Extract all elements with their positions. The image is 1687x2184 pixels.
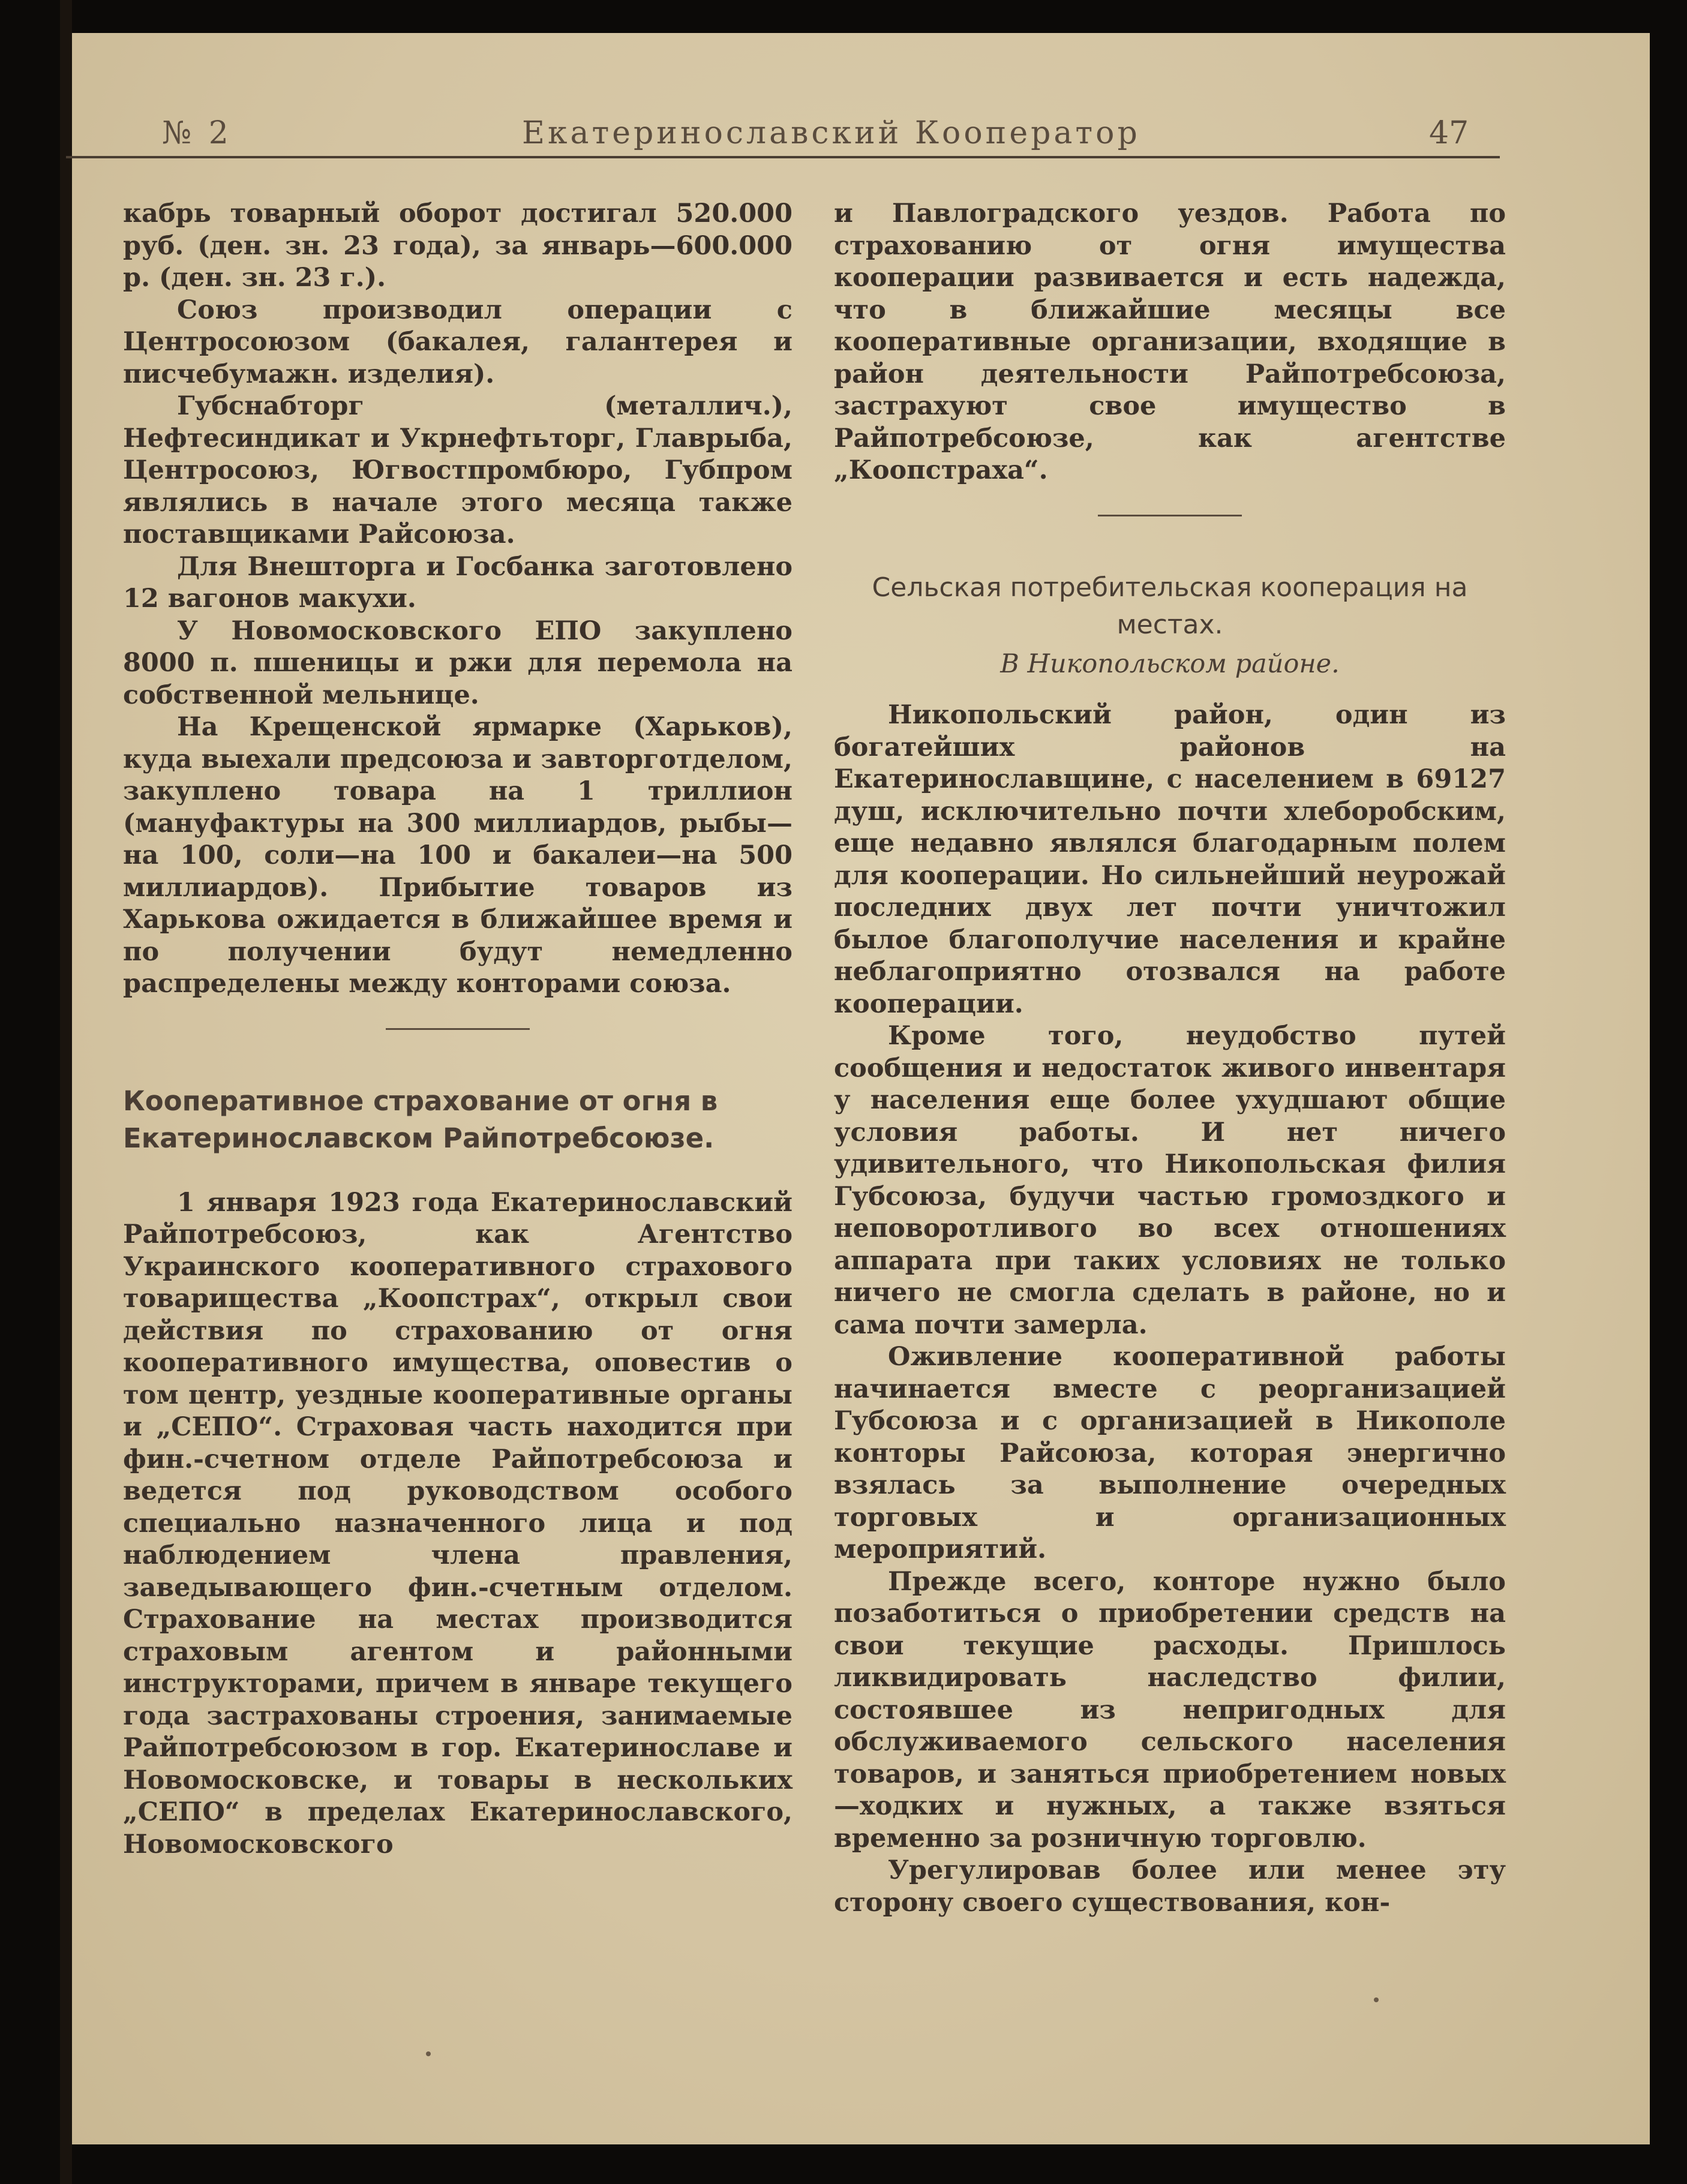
section-divider [386, 1028, 530, 1030]
paragraph: 1 января 1923 года Екатеринославский Райпотребсоюз, как Агентство Украинского кооперативного страхового товарищества „Коопстрах“, открыл свои действия по страхованию от огня кооперативного имущества, оповестив о том центр, уездные кооперативные органы и „СЕПО“. Страховая часть находится при фин.-счетном отделе Райпотребсоюза и ведется под руководством особого специально назначенного лица и под наблюдением члена правления, заведывающего фин.-счетным отделом. Страхование на местах производится страховым агентом и районными инструкторами, причем в январе текущего года застрахованы строения, занимаемые Райпотребсоюзом в гор. Екатеринославе и Новомосковске, и товары в нескольких „СЕПО“ в пределах Екатеринославского, Новомосковского [123, 1187, 793, 1859]
paragraph: Союз производил операции с Центросоюзом (бакалея, галантерея и писчебумажн. изделия). [123, 295, 793, 389]
paragraph: Урегулировав более или менее эту сторону своего существования, кон- [834, 1855, 1506, 1918]
book-spine [60, 0, 72, 2184]
issue-number: № 2 [162, 115, 232, 151]
left-column [123, 198, 793, 1861]
page-header [66, 84, 1500, 158]
paragraph: Прежде всего, конторе нужно было позаботиться о приобретении средств на свои текущие расходы. Пришлось ликвидировать наследство филии, состоявшее из непригодных для обслуживаемого сельского населения товаров, и заняться приобретением новых—ходких и нужных, а также взяться временно за розничную торговлю. [834, 1566, 1506, 1853]
paper-speck [1374, 1997, 1379, 2002]
paragraph: Никопольский район, один из богатейших районов на Екатеринославщине, с населением в 69127 душ, исключительно почти хлеборобским, еще недавно являлся благодарным полем для кооперации. Но сильнейший неурожай последних двух лет почти уничтожил былое благополучие населения и крайне неблагоприятно отозвался на работе кооперации. [834, 700, 1506, 1019]
page-number: 47 [1429, 115, 1469, 151]
paragraph: Губснабторг (металлич.), Нефтесиндикат и Укрнефтьторг, Главрыба, Центросоюз, Югвостпромбюро, Губпром являлись в начале этого месяца также поставщиками Райсоюза. [123, 391, 793, 549]
paragraph: На Крещенской ярмарке (Харьков), куда выехали предсоюза и завторготделом, закуплено товара на 1 триллион (мануфактуры на 300 миллиардов, рыбы—на 100, соли—на 100 и бакалеи—на 500 миллиардов). Прибытие товаров из Харькова ожидается в ближайшее время и по получении будут немедленно распределены между конторами союза. [123, 712, 793, 999]
section-divider [1098, 515, 1242, 516]
region-subtitle: В Никопольском районе. [1000, 648, 1340, 679]
paper-speck [426, 2051, 431, 2056]
paragraph: Для Внешторга и Госбанка заготовлено 12 вагонов макухи. [123, 551, 793, 614]
paragraph: Кроме того, неудобство путей сообщения и недостаток живого инвентаря у населения еще более ухудшают общие условия работы. И нет ничего удивительного, что Никопольская филия Губсоюза, будучи частью громоздкого и неповоротливого во всех отношениях аппарата при таких условиях не только ничего не смогла сделать в районе, но и сама почти замерла. [834, 1021, 1506, 1340]
paragraph: Оживление кооперативной работы начинается вместе с реорганизацией Губсоюза и с организацией в Никополе конторы Райсоюза, которая энергично взялась за выполнение очередных торговых и организационных мероприятий. [834, 1342, 1506, 1564]
paragraph: кабрь товарный оборот достигал 520.000 руб. (ден. зн. 23 года), за январь—600.000 р. (ден. зн. 23 г.). [123, 199, 793, 293]
section-title: Сельская потребительская кооперация на местах. [872, 572, 1468, 640]
paragraph: и Павлоградского уездов. Работа по страхованию от огня имущества кооперации развивается и есть надежда, что в ближайшие месяцы все кооперативные организации, входящие в район деятельности Райпотребсоюза, застрахуют свое имущество в Райпотребсоюзе, как агентстве „Коопстраха“. [834, 199, 1506, 485]
right-column [834, 198, 1506, 1919]
paragraph: У Новомосковского ЕПО закуплено 8000 п. пшеницы и ржи для перемола на собственной мельнице. [123, 615, 793, 710]
section-title: Кооперативное страхование от огня в Екатеринославском Райпотребсоюзе. [123, 1085, 718, 1154]
journal-title: Екатеринославский Кооператор [522, 115, 1140, 151]
